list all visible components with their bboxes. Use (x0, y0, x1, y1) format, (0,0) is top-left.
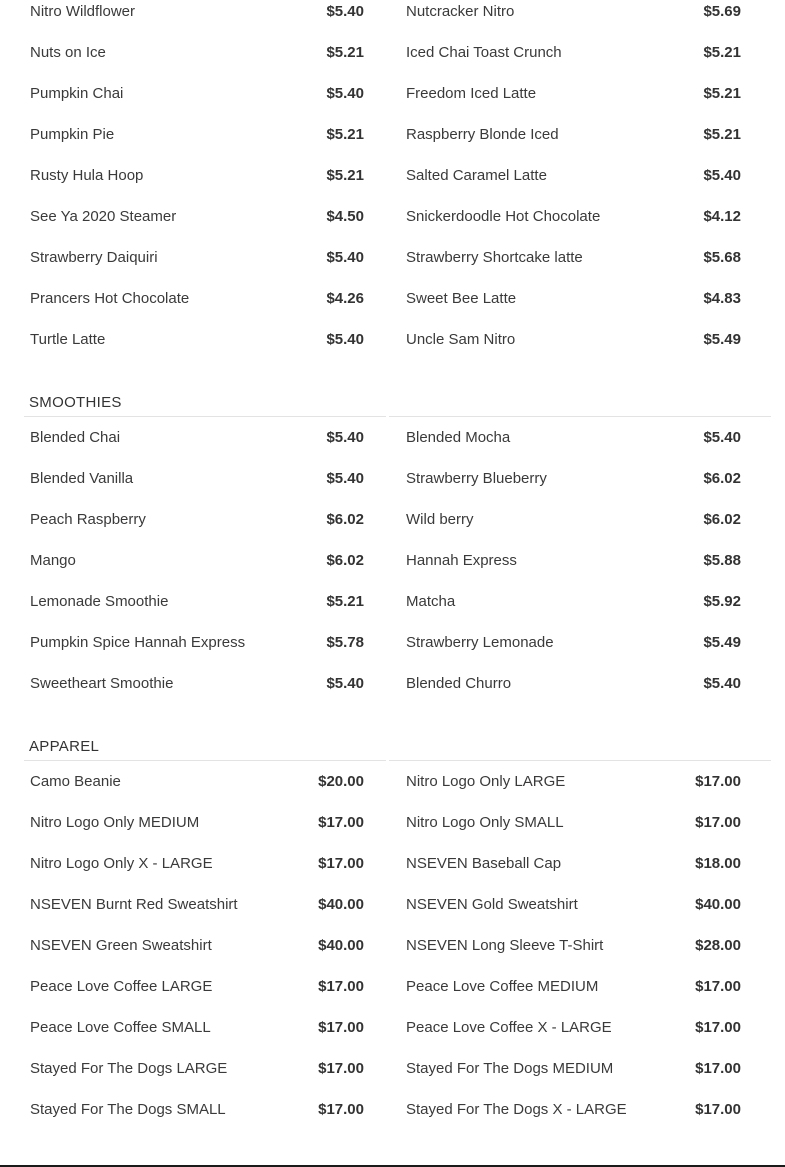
item-price: $5.49 (703, 634, 741, 651)
section-specialty (0, 0, 785, 360)
item-price: $4.83 (703, 290, 741, 307)
item-price: $17.00 (695, 814, 741, 831)
item-name: Nitro Logo Only X - LARGE (30, 855, 213, 872)
item-price: $4.12 (703, 208, 741, 225)
item-name: Peace Love Coffee SMALL (30, 1019, 211, 1036)
item-price: $17.00 (318, 1101, 364, 1118)
item-name: Mango (30, 552, 76, 569)
menu-row (0, 884, 785, 925)
menu-row (0, 417, 785, 458)
item-price: $5.40 (326, 3, 364, 20)
item-name: Rusty Hula Hoop (30, 167, 144, 184)
item-name: Nuts on Ice (30, 44, 106, 61)
menu-row (0, 1048, 785, 1089)
item-price: $5.21 (703, 85, 741, 102)
item-price: $17.00 (318, 855, 364, 872)
item-name: Matcha (406, 593, 456, 610)
menu-row (0, 1089, 785, 1130)
item-price: $5.40 (703, 429, 741, 446)
item-name: Peace Love Coffee X - LARGE (406, 1019, 612, 1036)
item-name: Hannah Express (406, 552, 517, 569)
item-name: Turtle Latte (30, 331, 106, 348)
item-name: Pumpkin Chai (30, 85, 124, 102)
item-price: $5.21 (703, 44, 741, 61)
item-price: $5.40 (326, 429, 364, 446)
menu-row (0, 802, 785, 843)
item-name: Snickerdoodle Hot Chocolate (406, 208, 601, 225)
menu-row (0, 319, 785, 360)
item-name: NSEVEN Long Sleeve T-Shirt (406, 937, 604, 954)
item-name: Blended Vanilla (30, 470, 134, 487)
item-name: Nitro Logo Only MEDIUM (30, 814, 200, 831)
item-price: $17.00 (695, 1101, 741, 1118)
item-price: $6.02 (703, 470, 741, 487)
item-price: $5.40 (326, 331, 364, 348)
item-price: $20.00 (318, 773, 364, 790)
menu-row (0, 581, 785, 622)
item-price: $17.00 (318, 1019, 364, 1036)
item-name: Iced Chai Toast Crunch (406, 44, 562, 61)
menu-row (0, 925, 785, 966)
item-price: $5.92 (703, 593, 741, 610)
item-name: Strawberry Daiquiri (30, 249, 158, 266)
item-price: $5.40 (326, 249, 364, 266)
item-name: See Ya 2020 Steamer (30, 208, 177, 225)
item-name: Freedom Iced Latte (406, 85, 537, 102)
item-name: Strawberry Lemonade (406, 634, 554, 651)
item-price: $5.21 (326, 167, 364, 184)
item-price: $5.21 (326, 593, 364, 610)
item-price: $5.21 (703, 126, 741, 143)
item-price: $5.49 (703, 331, 741, 348)
item-name: Stayed For The Dogs MEDIUM (406, 1060, 614, 1077)
item-price: $5.40 (703, 167, 741, 184)
item-price: $40.00 (318, 937, 364, 954)
item-name: Pumpkin Spice Hannah Express (30, 634, 246, 651)
item-price: $6.02 (326, 511, 364, 528)
item-price: $40.00 (695, 896, 741, 913)
item-name: Strawberry Shortcake latte (406, 249, 583, 266)
item-price: $18.00 (695, 855, 741, 872)
item-name: Peace Love Coffee MEDIUM (406, 978, 599, 995)
item-name: Raspberry Blonde Iced (406, 126, 559, 143)
section-apparel (0, 761, 785, 1130)
item-price: $40.00 (318, 896, 364, 913)
menu-row (0, 32, 785, 73)
menu-row (0, 499, 785, 540)
item-name: Prancers Hot Chocolate (30, 290, 190, 307)
item-name: Nitro Logo Only SMALL (406, 814, 564, 831)
menu-row (0, 0, 785, 32)
item-name: Pumpkin Pie (30, 126, 115, 143)
item-price: $5.40 (326, 85, 364, 102)
menu-row (0, 843, 785, 884)
item-name: Salted Caramel Latte (406, 167, 547, 184)
item-name: Wild berry (406, 511, 474, 528)
item-price: $17.00 (695, 773, 741, 790)
item-price: $17.00 (318, 1060, 364, 1077)
menu-row (0, 278, 785, 319)
menu-row (0, 196, 785, 237)
item-price: $17.00 (318, 978, 364, 995)
item-name: Peace Love Coffee LARGE (30, 978, 213, 995)
menu-row (0, 540, 785, 581)
menu-row (0, 1007, 785, 1048)
menu-row (0, 73, 785, 114)
section-header-apparel (0, 704, 785, 761)
item-name: Strawberry Blueberry (406, 470, 547, 487)
menu-row (0, 966, 785, 1007)
item-price: $17.00 (695, 1019, 741, 1036)
item-price: $17.00 (318, 814, 364, 831)
item-name: Blended Mocha (406, 429, 511, 446)
item-name: Blended Churro (406, 675, 512, 692)
menu-row (0, 237, 785, 278)
item-price: $5.40 (703, 675, 741, 692)
item-price: $28.00 (695, 937, 741, 954)
item-name: NSEVEN Burnt Red Sweatshirt (30, 896, 238, 913)
menu-row (0, 114, 785, 155)
item-name: Stayed For The Dogs SMALL (30, 1101, 226, 1118)
item-price: $5.68 (703, 249, 741, 266)
item-price: $17.00 (695, 1060, 741, 1077)
item-name: NSEVEN Baseball Cap (406, 855, 562, 872)
item-price: $6.02 (703, 511, 741, 528)
item-name: Stayed For The Dogs LARGE (30, 1060, 228, 1077)
menu-row (0, 458, 785, 499)
item-price: $17.00 (695, 978, 741, 995)
menu-row (0, 663, 785, 704)
item-name: Blended Chai (30, 429, 121, 446)
item-price: $4.50 (326, 208, 364, 225)
item-name: Nutcracker Nitro (406, 3, 515, 20)
item-price: $5.21 (326, 44, 364, 61)
item-price: $5.40 (326, 470, 364, 487)
item-price: $5.88 (703, 552, 741, 569)
item-name: NSEVEN Green Sweatshirt (30, 937, 212, 954)
menu-row (0, 622, 785, 663)
item-name: Nitro Wildflower (30, 3, 136, 20)
section-title: APPAREL (29, 738, 100, 755)
menu-row (0, 155, 785, 196)
item-price: $4.26 (326, 290, 364, 307)
item-name: Peach Raspberry (30, 511, 146, 528)
item-name: Stayed For The Dogs X - LARGE (406, 1101, 627, 1118)
item-price: $5.69 (703, 3, 741, 20)
section-header-smoothies (0, 360, 785, 417)
section-smoothies (0, 417, 785, 704)
item-price: $5.40 (326, 675, 364, 692)
item-name: Lemonade Smoothie (30, 593, 169, 610)
item-price: $6.02 (326, 552, 364, 569)
item-price: $5.21 (326, 126, 364, 143)
section-title: SMOOTHIES (29, 394, 122, 411)
item-name: Sweet Bee Latte (406, 290, 517, 307)
item-name: Sweetheart Smoothie (30, 675, 174, 692)
item-price: $5.78 (326, 634, 364, 651)
item-name: Camo Beanie (30, 773, 121, 790)
menu-row (0, 761, 785, 802)
item-name: Uncle Sam Nitro (406, 331, 516, 348)
item-name: Nitro Logo Only LARGE (406, 773, 566, 790)
item-name: NSEVEN Gold Sweatshirt (406, 896, 578, 913)
